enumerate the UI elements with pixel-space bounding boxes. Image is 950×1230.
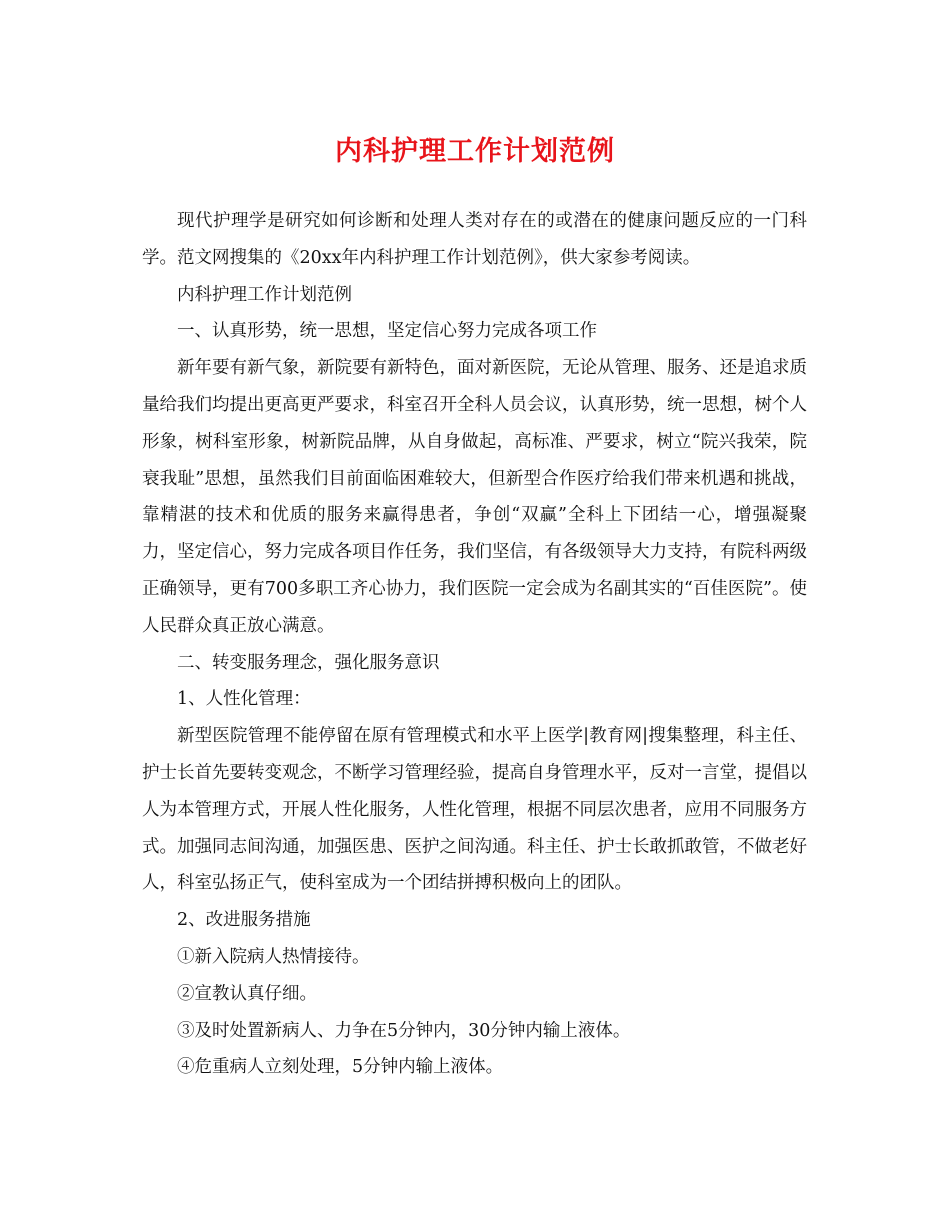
paragraph-subtitle: 内科护理工作计划范例 — [177, 284, 352, 305]
list-item: ④危重病人立刻处理，5分钟内输上液体。 — [177, 1057, 504, 1078]
section-heading-2: 二、转变服务理念，强化服务意识 — [177, 652, 440, 673]
section-heading-1: 一、认真形势，统一思想，坚定信心努力完成各项工作 — [177, 321, 597, 342]
list-item: ③及时处置新病人、力争在5分钟内，30分钟内输上液体。 — [177, 1020, 631, 1041]
list-item: ②宣教认真仔细。 — [177, 983, 317, 1004]
paragraph-intro: 现代护理学是研究如何诊断和处理人类对存在的或潜在的健康问题反应的一门科学。范文网搜集的《20xx年内科护理工作计划范例》，供大家参考阅读。 — [142, 211, 807, 268]
document-title: 内科护理工作计划范例 — [335, 136, 615, 167]
document-body — [142, 203, 807, 1086]
subheading-humanized-management: 1、人性化管理： — [177, 689, 311, 710]
list-item: ①新入院病人热情接待。 — [177, 946, 370, 967]
paragraph-humanized-management: 新型医院管理不能停留在原有管理模式和水平上医学|教育网|搜集整理，科主任、护士长首先要转变观念，不断学习管理经验，提高自身管理水平，反对一言堂，提倡以人为本管理方式，开展人性化服务，人性化管理，根据不同层次患者，应用不同服务方式。加强同志间沟通，加强医患、医护之间沟通。科主任、护士长敢抓敢管，不做老好人，科室弘扬正气，使科室成为一个团结拼搏积极向上的团队。 — [142, 726, 807, 894]
paragraph-section-1: 新年要有新气象，新院要有新特色，面对新医院，无论从管理、服务、还是追求质量给我们均提出更高更严要求，科室召开全科人员会议，认真形势，统一思想，树个人形象，树科室形象，树新院品牌，从自身做起，高标准、严要求，树立“院兴我荣，院衰我耻”思想，虽然我们目前面临困难较大，但新型合作医疗给我们带来机遇和挑战，靠精湛的技术和优质的服务来赢得患者，争创“双赢”全科上下团结一心，增强凝聚力，坚定信心，努力完成各项目作任务，我们坚信，有各级领导大力支持，有院科两级正确领导，更有700多职工齐心协力，我们医院一定会成为名副其实的“百佳医院”。使人民群众真正放心满意。 — [142, 358, 807, 636]
subheading-service-measures: 2、改进服务措施 — [177, 910, 311, 931]
